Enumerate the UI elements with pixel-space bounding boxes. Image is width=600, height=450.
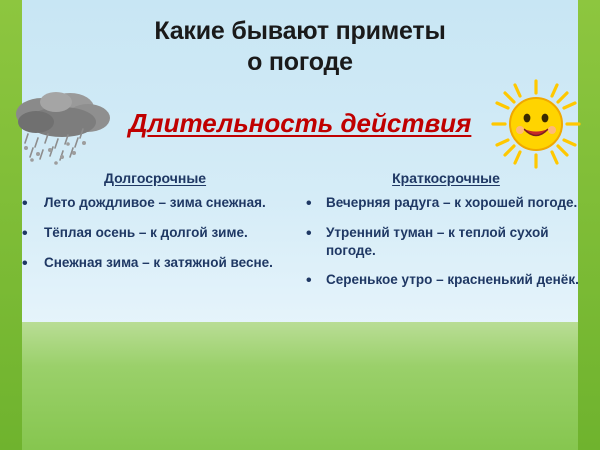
column-long-term: [10, 170, 300, 283]
long-term-list: [10, 194, 300, 271]
list-item: • Вечерняя радуга – к хорошей погоде.: [300, 194, 592, 212]
column-short-term-heading: Краткосрочные: [392, 170, 500, 186]
page-title-line-1: Какие бывают приметы: [154, 17, 446, 45]
page-title-line-2: о погоде: [247, 47, 353, 76]
list-item: • Серенькое утро – красненький денёк.: [300, 271, 592, 289]
list-item: • Тёплая осень – к долгой зиме.: [10, 224, 300, 242]
list-item: • Снежная зима – к затяжной весне.: [10, 254, 300, 272]
short-term-list: [300, 194, 592, 289]
column-long-term-heading: Долгосрочные: [103, 170, 207, 186]
page-subtitle: Длительность действия: [128, 108, 472, 138]
page-title: [60, 16, 540, 77]
list-item: • Лето дождливое – зима снежная.: [10, 194, 300, 212]
column-short-term: [300, 170, 592, 301]
list-item: • Утренний туман – к теплой сухой погоде.: [300, 224, 592, 260]
